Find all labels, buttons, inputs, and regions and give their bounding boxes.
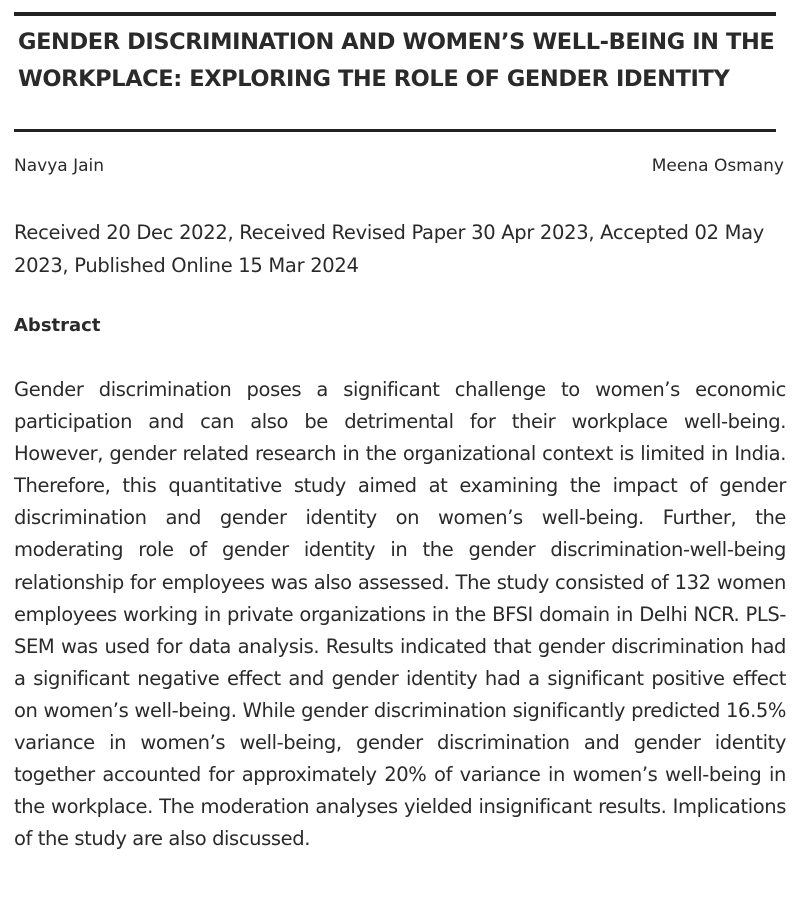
abstract-text: Gender discrimination poses a significant challenge to women’s economic participation and can also be detrimental for their workplace well-being. However, gender related research in the organizational context is limited in India. Therefore, this quantitative study aimed at examining the impact of gender discrimination and gender identity on women’s well-being. Further, the moderating role of gender identity in the gender discrimination-well-being relationship for employees was also assessed. The study consisted of 132 women employees working in private organizations in the BFSI domain in Delhi NCR. PLS-SEM was used for data analysis. Results indicated that gender discrimination had a significant negative effect and gender identity had a significant positive effect on women’s well-being. While gender discrimination significantly predicted 16.5% variance in women’s well-being, gender discrimination and gender identity together accounted for approximately 20% of variance in women’s well-being in the workplace. The moderation analyses yielded insignificant results. Implications of the study are also discussed. (14, 378, 786, 851)
author-name: Navya Jain (14, 156, 105, 176)
publication-dates: Received 20 Dec 2022, Received Revised Paper 30 Apr 2023, Accepted 02 May 2023, Published Online 15 Mar 2024 (14, 221, 765, 277)
title-bottom-rule (14, 129, 776, 132)
title-top-rule (14, 12, 776, 16)
abstract-heading: Abstract (14, 315, 101, 336)
paper-title: GENDER DISCRIMINATION AND WOMEN’S WELL-BEING IN THE WORKPLACE: EXPLORING THE ROLE OF GENDER IDENTITY (18, 29, 775, 92)
author-name: Meena Osmany (651, 156, 784, 176)
author-list (14, 154, 784, 178)
